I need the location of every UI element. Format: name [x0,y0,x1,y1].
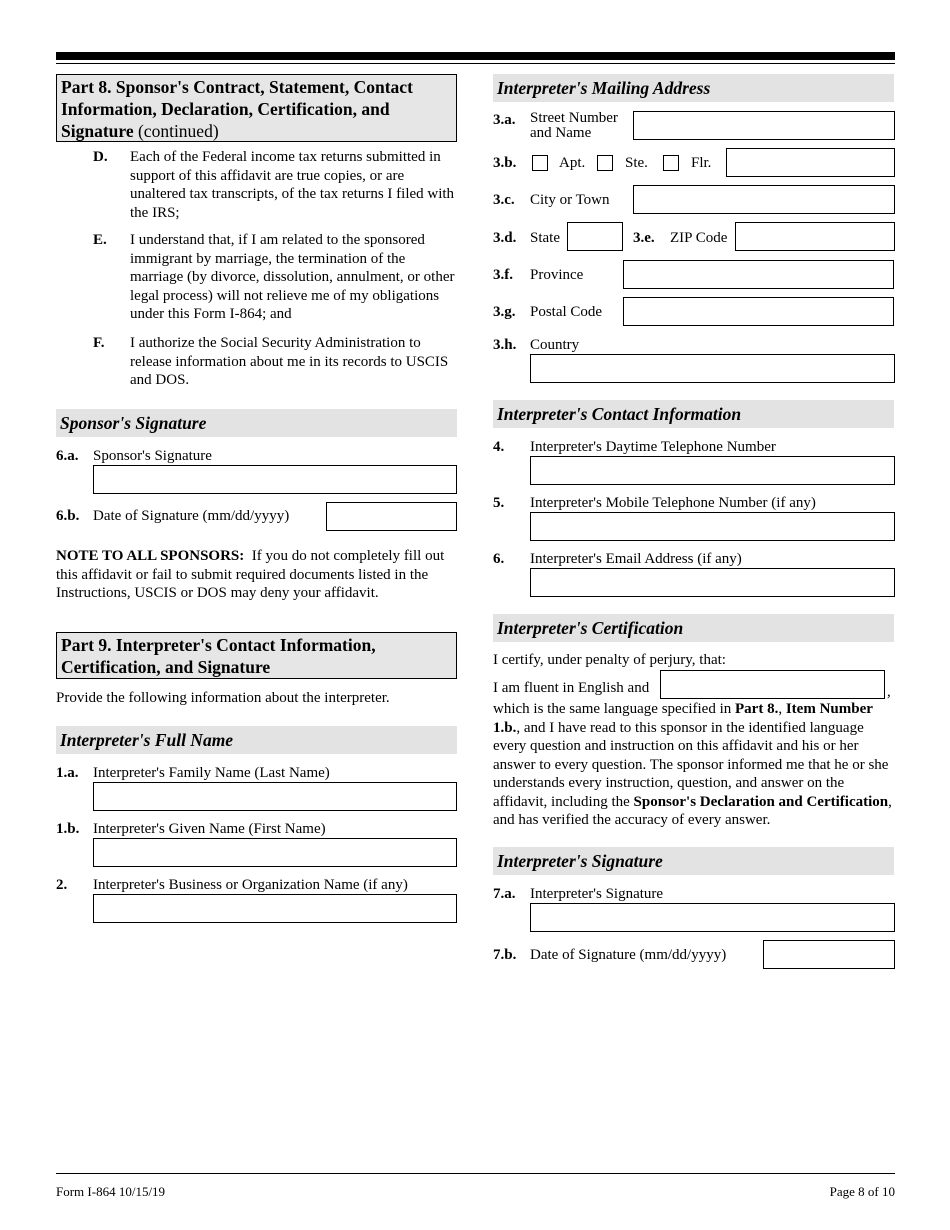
q4-number: 4. [493,439,505,455]
q7b-number: 7.b. [493,947,517,963]
q3g-number: 3.g. [493,304,516,320]
interpreter-signature-field[interactable] [530,903,895,932]
q4-label: Interpreter's Daytime Telephone Number [530,439,776,455]
q6b-number: 6.b. [56,508,80,524]
q6-number: 6. [493,551,505,567]
q6a-label: Sponsor's Signature [93,448,212,464]
part8-heading: Part 8. Sponsor's Contract, Statement, Contact Information, Declaration, Certification, and Signature (continued) [56,74,457,142]
contact-information-heading: Interpreter's Contact Information [493,400,894,428]
item-letter-d: D. [93,149,108,165]
footer-page-number: Page 8 of 10 [829,1184,895,1199]
q1b-number: 1.b. [56,821,80,837]
apt-checkbox[interactable] [532,155,548,171]
top-rule-thick [56,52,895,60]
q6b-label: Date of Signature (mm/dd/yyyy) [93,508,290,524]
q3e-label: ZIP Code [670,230,728,246]
q2-number: 2. [56,877,68,893]
interpreter-signature-heading: Interpreter's Signature [493,847,894,875]
interpreter-business-name-field[interactable] [93,894,457,923]
mobile-phone-field[interactable] [530,512,895,541]
item-text-d: Each of the Federal income tax returns submitted in support of this affidavit are true copies, or are unaltered tax transcripts, of the tax returns I filed with the IRS; [130,149,455,221]
mailing-address-heading: Interpreter's Mailing Address [493,74,894,102]
sponsor-signature-field[interactable] [93,465,457,494]
sponsor-signature-heading: Sponsor's Signature [56,409,457,437]
item-text-f: I authorize the Social Security Administration to release information about me in its records to USCIS and DOS. [130,335,449,388]
country-field[interactable] [530,354,895,383]
q3e-number: 3.e. [633,230,655,246]
item-text-e: I understand that, if I am related to the sponsored immigrant by marriage, the termination of the marriage (by divorce, dissolution, annulment, or other legal process) will not relieve me of my obligations under this Form I-864; and [130,232,455,322]
q3h-label: Country [530,337,580,353]
interpreter-family-name-field[interactable] [93,782,457,811]
ste-label: Ste. [625,155,648,171]
part9-intro: Provide the following information about the interpreter. [56,690,390,706]
email-field[interactable] [530,568,895,597]
q3b-number: 3.b. [493,155,517,171]
q3c-label: City or Town [530,192,610,208]
q3a-number: 3.a. [493,112,516,128]
fluent-label: I am fluent in English and [493,680,650,696]
province-field[interactable] [623,260,894,289]
q3a-label: Street Number and Name [530,110,618,141]
sponsor-signature-date-field[interactable] [326,502,457,531]
ste-checkbox[interactable] [597,155,613,171]
language-field[interactable] [660,670,885,699]
q3f-number: 3.f. [493,267,513,283]
language-comma: , [887,684,891,700]
zip-code-field[interactable] [735,222,895,251]
street-name-field[interactable] [633,111,895,140]
interpreter-full-name-heading: Interpreter's Full Name [56,726,457,754]
interpreter-given-name-field[interactable] [93,838,457,867]
q6a-number: 6.a. [56,448,79,464]
apt-number-field[interactable] [726,148,895,177]
daytime-phone-field[interactable] [530,456,895,485]
city-field[interactable] [633,185,895,214]
note-to-sponsors: NOTE TO ALL SPONSORS: If you do not completely fill out this affidavit or fail to submit required documents listed in the Instructions, USCIS or DOS may deny your affidavit. [56,548,445,601]
certification-intro: I certify, under penalty of perjury, that: [493,652,726,668]
q1a-label: Interpreter's Family Name (Last Name) [93,765,330,781]
flr-checkbox[interactable] [663,155,679,171]
apt-label: Apt. [559,155,586,171]
item-letter-e: E. [93,232,107,248]
state-field[interactable] [567,222,623,251]
interpreter-signature-date-field[interactable] [763,940,895,969]
q2-label: Interpreter's Business or Organization Name (if any) [93,877,408,893]
q7a-label: Interpreter's Signature [530,886,664,902]
q3d-number: 3.d. [493,230,517,246]
q1b-label: Interpreter's Given Name (First Name) [93,821,326,837]
certification-paragraph: which is the same language specified in Part 8., Item Number 1.b., and I have read to this sponsor in the identified language every question and instruction on this affidavit and his or her answer to every question. The sponsor informed me that he or she understands every instruction, question, and answer on the affidavit, including the Sponsor's Declaration and Certification, and has verified the accuracy of every answer. [493,701,892,828]
certification-heading: Interpreter's Certification [493,614,894,642]
footer-rule [56,1173,895,1174]
q6-label: Interpreter's Email Address (if any) [530,551,742,567]
q3d-label: State [530,230,560,246]
q3g-label: Postal Code [530,304,603,320]
item-letter-f: F. [93,335,105,351]
q1a-number: 1.a. [56,765,79,781]
part9-heading: Part 9. Interpreter's Contact Information, Certification, and Signature [56,632,457,679]
footer-form-id: Form I-864 10/15/19 [56,1184,166,1199]
q3f-label: Province [530,267,584,283]
flr-label: Flr. [691,155,712,171]
postal-code-field[interactable] [623,297,894,326]
q3h-number: 3.h. [493,337,517,353]
q3c-number: 3.c. [493,192,515,208]
q5-number: 5. [493,495,505,511]
q7b-label: Date of Signature (mm/dd/yyyy) [530,947,727,963]
top-rule-thin [56,63,895,64]
q5-label: Interpreter's Mobile Telephone Number (if any) [530,495,816,511]
q7a-number: 7.a. [493,886,516,902]
